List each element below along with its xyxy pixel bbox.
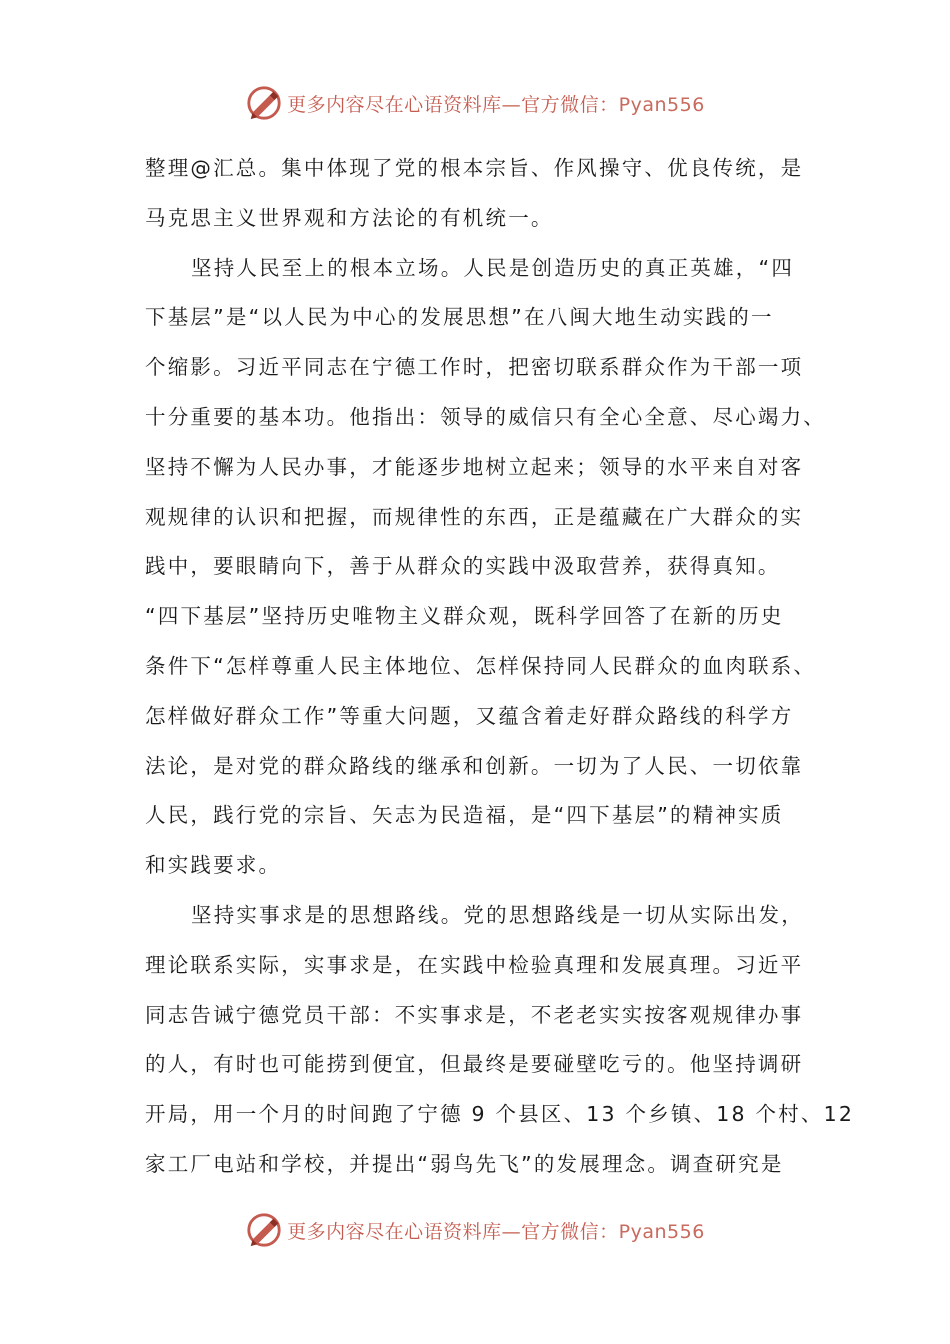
body-line: 下基层”是“以人民为中心的发展思想”在八闽大地生动实践的一 <box>145 305 774 330</box>
body-line: 人民，践行党的宗旨、矢志为民造福，是“四下基层”的精神实质 <box>145 803 784 828</box>
header-banner <box>0 83 950 123</box>
body-line: “四下基层”坚持历史唯物主义群众观，既科学回答了在新的历史 <box>145 604 784 629</box>
body-line: 十分重要的基本功。他指出：领导的威信只有全心全意、尽心竭力、 <box>145 404 826 429</box>
pen-logo-icon <box>245 84 283 122</box>
body-line: 的人，有时也可能捞到便宜，但最终是要碰壁吃亏的。他坚持调研 <box>145 1052 804 1077</box>
body-line: 和实践要求。 <box>145 853 282 878</box>
body-line: 理论联系实际，实事求是，在实践中检验真理和发展真理。习近平 <box>145 952 804 977</box>
header-banner-main: 更多内容尽在心语资料库—官方微信： <box>287 93 619 116</box>
header-banner-id: Pyan556 <box>618 93 705 116</box>
body-line: 整理@汇总。集中体现了党的根本宗旨、作风操守、优良传统，是 <box>145 156 804 180</box>
paragraph-start-line: 坚持实事求是的思想路线。党的思想路线是一切从实际出发， <box>191 902 804 927</box>
pen-logo-icon <box>245 1211 283 1249</box>
body-line: 法论，是对党的群众路线的继承和创新。一切为了人民、一切依靠 <box>145 753 804 778</box>
footer-banner-inner <box>245 1211 705 1249</box>
body-line: 条件下“怎样尊重人民主体地位、怎样保持同人民群众的血肉联系、 <box>145 653 817 678</box>
body-line: 观规律的认识和把握，而规律性的东西，正是蕴藏在广大群众的实 <box>145 504 804 529</box>
footer-banner-id: Pyan556 <box>618 1220 705 1243</box>
footer-banner-main: 更多内容尽在心语资料库—官方微信： <box>287 1220 619 1243</box>
body-line: 马克思主义世界观和方法论的有机统一。 <box>145 205 554 230</box>
footer-banner-text <box>287 1217 705 1244</box>
body-line: 开局，用一个月的时间跑了宁德 9 个县区、13 个乡镇、18 个村、12 <box>145 1102 855 1127</box>
body-line: 怎样做好群众工作”等重大问题，又蕴含着走好群众路线的科学方 <box>145 703 794 728</box>
document-body <box>145 150 855 1196</box>
body-line: 坚持不懈为人民办事，才能逐步地树立起来；领导的水平来自对客 <box>145 454 804 479</box>
body-line: 践中，要眼睛向下，善于从群众的实践中汲取营养，获得真知。 <box>145 554 781 579</box>
body-line: 同志告诫宁德党员干部：不实事求是，不老老实实按客观规律办事 <box>145 1002 804 1027</box>
body-line: 个缩影。习近平同志在宁德工作时，把密切联系群众作为干部一项 <box>145 355 804 380</box>
paragraph-start-line: 坚持人民至上的根本立场。人民是创造历史的真正英雄，“四 <box>191 255 795 280</box>
header-banner-inner <box>245 84 705 122</box>
header-banner-text <box>287 90 705 117</box>
footer-banner <box>0 1210 950 1250</box>
body-line: 家工厂电站和学校，并提出“弱鸟先飞”的发展理念。调查研究是 <box>145 1151 784 1176</box>
